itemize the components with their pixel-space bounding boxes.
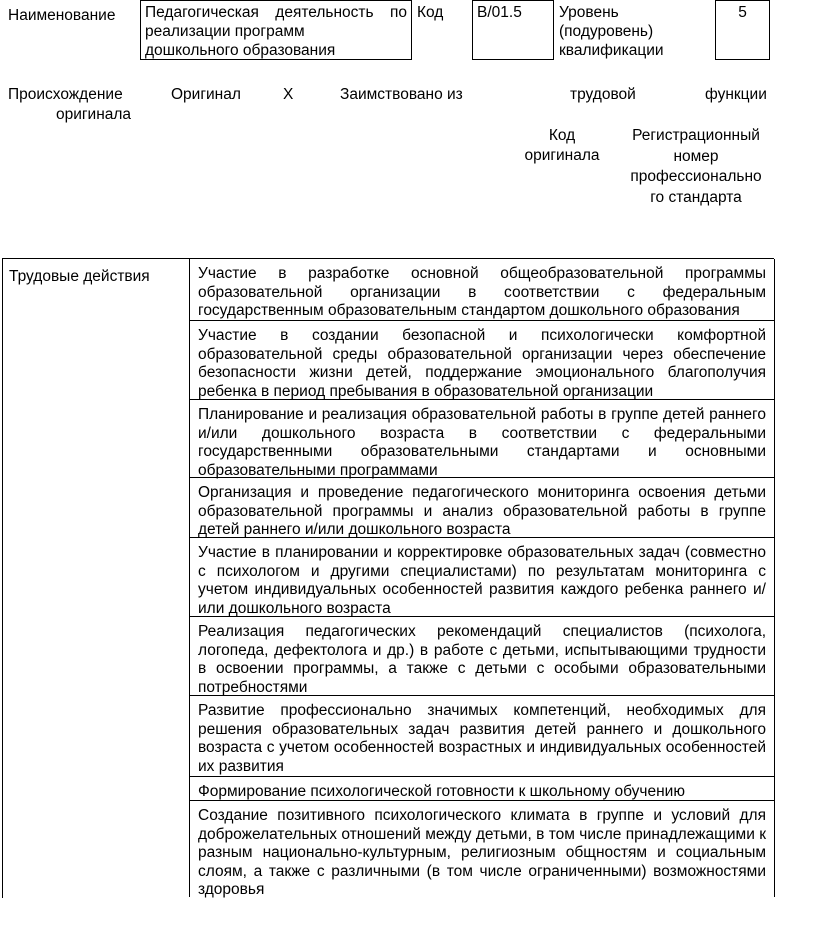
original-mark: X [283,86,294,103]
table-row: Развитие профессионально значимых компетенций, необходимых для решения образовательных задач развития детей раннего и дошкольного возраста с учетом особенностей возрастных и индивидуальных особенностей их развития [189,696,775,777]
name-label: Наименование [8,7,116,24]
level-label-line: Уровень [559,4,619,21]
labor-actions-table [2,258,774,898]
name-value-cell [140,0,412,60]
registration-line: Регистрационный [632,127,760,144]
function-word: функции [705,86,767,103]
name-value-line: Педагогическая деятельность по [145,4,407,21]
labor-actions-label: Трудовые действия [9,268,150,285]
table-row: Создание позитивного психологического климата в группе и условий для доброжелательных отношений между детьми, в том числе принадлежащими к разным национально-культурным, религиозным общностям и социальным слоям, а также с различными (в том числе ограниченными) возможностями здоровья [189,801,775,897]
registration-number-label [622,126,770,208]
code-original-label [514,126,610,166]
origin-label-line2: оригинала [56,106,132,123]
name-value-line: реализации программ [145,23,305,40]
table-row: Участие в создании безопасной и психологически комфортной образовательной среды образовательной организации через обеспечение безопасности жизни детей, поддержание эмоционального благополучия ребенка в период пребывания в образовательной организации [189,321,775,400]
registration-line: номер [673,147,719,165]
table-row: Участие в разработке основной общеобразовательной программы образовательной организации в соответствии с федеральным государственным образовательным стандартом дошкольного образования [189,259,775,321]
name-value-line: дошкольного образования [145,42,336,59]
table-row: Участие в планировании и корректировке образовательных задач (совместно с психологом и другими специалистами) по результатам мониторинга с учетом индивидуальных особенностей развития каждого ребенка раннего и/или дошкольного возраста [189,538,775,617]
borrowed-option: Заимствовано из [340,86,463,103]
registration-line: профессионально [630,168,762,185]
level-value-cell [715,0,770,60]
level-label-line: (подуровень) [559,23,654,40]
registration-line: го стандарта [650,188,742,206]
table-row: Формирование психологической готовности к школьному обучению [189,777,775,801]
table-row: Планирование и реализация образовательной работы в группе детей раннего и/или дошкольного возраста в соответствии с федеральными государственными образовательными стандартами и основными образовательными программами [189,400,775,478]
code-label: Код [417,4,444,21]
code-original-line: оригинала [524,147,600,164]
code-original-line: Код [548,127,576,144]
code-value: В/01.5 [477,4,522,21]
code-value-cell [472,0,554,60]
table-row: Реализация педагогических рекомендаций специалистов (психолога, логопеда, дефектолога и др.) в работе с детьми, испытывающими трудности в освоении программы, а также с детьми с особыми образовательными потребностями [189,617,775,696]
level-label-line: квалификации [559,42,664,59]
table-row: Организация и проведение педагогического мониторинга освоения детьми образовательной программы и анализ образовательной работы в группе детей раннего и/или дошкольного возраста [189,478,775,538]
original-option: Оригинал [171,86,241,103]
labor-actions-rows [189,259,775,897]
labor-word: трудовой [570,86,636,103]
level-value: 5 [738,4,747,21]
level-label [559,3,664,60]
origin-label: Происхождение [8,86,123,103]
